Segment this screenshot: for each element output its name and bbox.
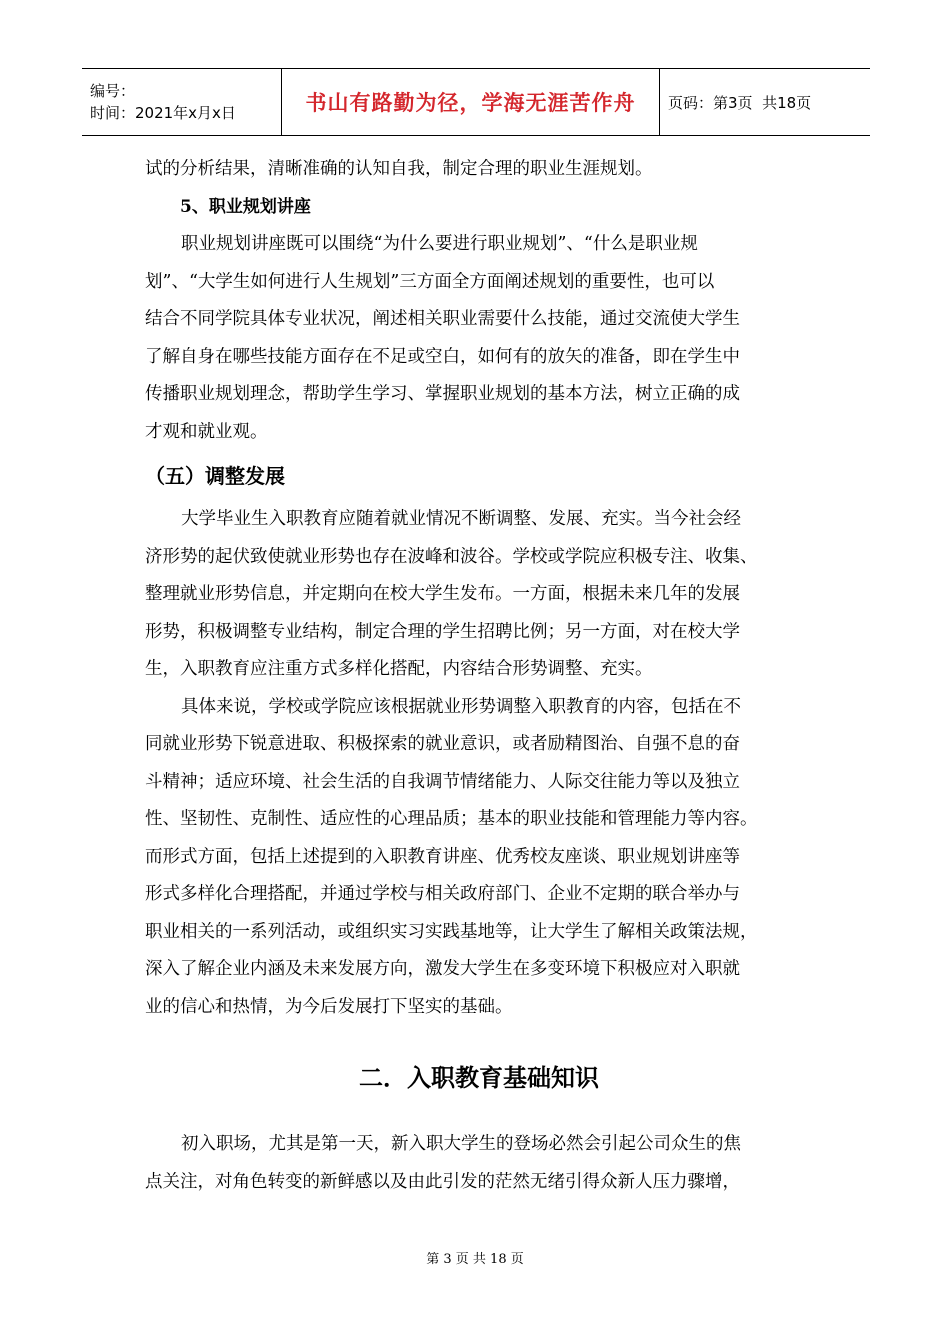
paragraph-line: 职业相关的一系列活动，或组织实习实践基地等，让大学生了解相关政策法规， [145,921,758,942]
paragraph-line: 而形式方面，包括上述提到的入职教育讲座、优秀校友座谈、职业规划讲座等 [145,846,740,867]
paragraph-line: 了解自身在哪些技能方面存在不足或空白，如何有的放矢的准备，即在学生中 [145,346,740,367]
paragraph-line: 斗精神；适应环境、社会生活的自我调节情绪能力、人际交往能力等以及独立 [145,771,740,792]
paragraph-line: 形势，积极调整专业结构，制定合理的学生招聘比例；另一方面，对在校大学 [145,621,740,642]
header-meta [82,69,282,135]
paragraph-line: 职业规划讲座既可以围绕“为什么要进行职业规划”、“什么是职业规 [181,234,698,254]
paragraph-line: 同就业形势下锐意进取、积极探索的就业意识，或者励精图治、自强不息的奋 [145,734,740,754]
paragraph-line: 结合不同学院具体专业状况，阐述相关职业需要什么技能，通过交流使大学生 [145,309,740,329]
paragraph-line: 传播职业规划理念，帮助学生学习、掌握职业规划的基本方法，树立正确的成 [145,384,740,404]
header-motto: 书山有路勤为径，学海无涯苦作舟 [305,91,636,115]
section-heading: （五）调整发展 [145,464,285,488]
header-motto-cell [282,69,660,135]
paragraph-line: 才观和就业观。 [145,421,268,442]
header-page-number: 页码：第3页 共18页 [668,93,812,112]
chapter-heading: 二．入职教育基础知识 [359,1064,599,1092]
document-body [145,151,813,1201]
document-code: 编号： [90,82,136,100]
paragraph-line: 点关注，对角色转变的新鲜感以及由此引发的茫然无绪引得众新人压力骤增， [145,1171,740,1192]
paragraph-line: 大学毕业生入职教育应随着就业情况不断调整、发展、充实。当今社会经 [181,509,741,529]
paragraph-line: 整理就业形势信息，并定期向在校大学生发布。一方面，根据未来几年的发展 [145,584,740,604]
paragraph-line: 试的分析结果，清晰准确的认知自我，制定合理的职业生涯规划。 [145,159,653,179]
paragraph-line: 初入职场，尤其是第一天，新入职大学生的登场必然会引起公司众生的焦 [181,1134,741,1154]
page-header [82,68,870,136]
document-date: 时间：2021年x月x日 [90,104,236,122]
paragraph-line: 形式多样化合理搭配，并通过学校与相关政府部门、企业不定期的联合举办与 [145,884,740,904]
paragraph-line: 生，入职教育应注重方式多样化搭配，内容结合形势调整、充实。 [145,659,653,679]
paragraph-line: 具体来说，学校或学院应该根据就业形势调整入职教育的内容，包括在不 [181,696,741,717]
subsection-heading: 5、职业规划讲座 [180,196,311,217]
header-page-cell [660,69,870,135]
paragraph-line: 业的信心和热情，为今后发展打下坚实的基础。 [145,996,513,1017]
page-footer: 第 3 页 共 18 页 [426,1252,524,1267]
paragraph-line: 深入了解企业内涵及未来发展方向，激发大学生在多变环境下积极应对入职就 [145,959,740,979]
paragraph-line: 划”、“大学生如何进行人生规划”三方面全方面阐述规划的重要性，也可以 [145,271,715,292]
paragraph-line: 性、坚韧性、克制性、适应性的心理品质；基本的职业技能和管理能力等内容。 [145,809,758,829]
paragraph-line: 济形势的起伏致使就业形势也存在波峰和波谷。学校或学院应积极专注、收集、 [145,546,758,567]
